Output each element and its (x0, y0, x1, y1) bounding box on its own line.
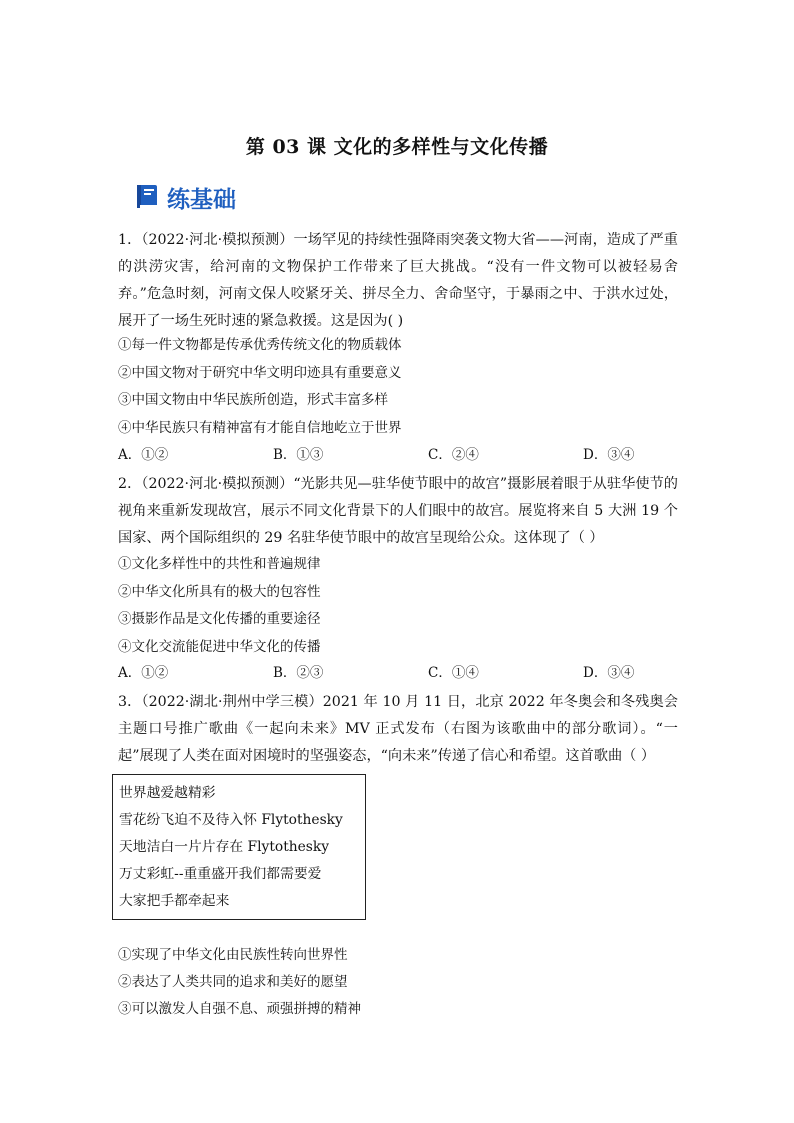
question-1-choices (118, 445, 678, 465)
lyric-line: 雪花纷飞迫不及待入怀 Flytothesky (119, 812, 343, 828)
lyric-line: 大家把手都牵起来 (119, 893, 230, 909)
question-2-choice-d[interactable]: D．③④ (583, 665, 635, 681)
question-1-choice-a[interactable]: A．①② (118, 447, 169, 463)
question-2-option-1: ①文化多样性中的共性和普遍规律 (118, 556, 321, 572)
lyric-line: 万丈彩虹--重重盛开我们都需要爱 (119, 866, 322, 882)
question-1-option-3: ③中国文物由中华民族所创造，形式丰富多样 (118, 392, 388, 408)
question-1-choice-b[interactable]: B．①③ (273, 447, 324, 463)
book-icon (135, 184, 159, 210)
question-2-choice-b[interactable]: B．②③ (273, 665, 324, 681)
section-label: 练基础 (167, 186, 236, 213)
section-header (135, 182, 236, 212)
question-2-choice-a[interactable]: A．①② (118, 665, 169, 681)
question-2-choice-c[interactable]: C．①④ (428, 665, 479, 681)
question-1-option-2: ②中国文物对于研究中华文明印迹具有重要意义 (118, 365, 402, 381)
question-1-stem: 1．（2022·河北·模拟预测）一场罕见的持续性强降雨突袭文物大省——河南，造成了严重的洪涝灾害，给河南的文物保护工作带来了巨大挑战。“没有一件文物可以被轻易舍弃。”危急时刻，河南文保人咬紧牙关、拼尽全力、舍命坚守，于暴雨之中、于洪水过处，展开了一场生死时速的紧急救援。这是因为( ) (118, 232, 678, 329)
question-3-option-2: ②表达了人类共同的追求和美好的愿望 (118, 974, 348, 990)
question-1-choice-c[interactable]: C．②④ (428, 447, 479, 463)
lyric-line: 天地洁白一片片存在 Flytothesky (119, 839, 330, 855)
question-2-option-3: ③摄影作品是文化传播的重要途径 (118, 611, 321, 627)
question-1-choice-d[interactable]: D．③④ (583, 447, 635, 463)
question-2-option-4: ④文化交流能促进中华文化的传播 (118, 639, 321, 655)
page-title: 第 03 课 文化的多样性与文化传播 (245, 136, 549, 158)
question-3-option-3: ③可以激发人自强不息、顽强拼搏的精神 (118, 1001, 361, 1017)
lyric-line: 世界越爱越精彩 (119, 785, 216, 801)
question-1-option-4: ④中华民族只有精神富有才能自信地屹立于世界 (118, 420, 402, 436)
question-2-option-2: ②中华文化所具有的极大的包容性 (118, 584, 321, 600)
question-3-stem: 3．（2022·湖北·荆州中学三模）2021 年 10 月 11 日，北京 2022 年冬奥会和冬残奥会主题口号推广歌曲《一起向未来》MV 正式发布（右图为该歌曲中的部分歌词）。“一起”展现了人类在面对困境时的坚强姿态，“向未来”传递了信心和希望。这首歌曲（ ） (118, 694, 678, 764)
question-2-choices (118, 663, 678, 683)
question-2-stem: 2．（2022·河北·模拟预测）“光影共见—驻华使节眼中的故宫”摄影展着眼于从驻华使节的视角来重新发现故宫，展示不同文化背景下的人们眼中的故宫。展览将来自 5 大洲 19 个国家、两个国际组织的 29 名驻华使节眼中的故宫呈现给公众。这体现了（ ） (118, 476, 678, 546)
question-1-option-1: ①每一件文物都是传承优秀传统文化的物质载体 (118, 337, 402, 353)
question-3-option-1: ①实现了中华文化由民族性转向世界性 (118, 947, 348, 963)
lyrics-box (112, 774, 366, 920)
